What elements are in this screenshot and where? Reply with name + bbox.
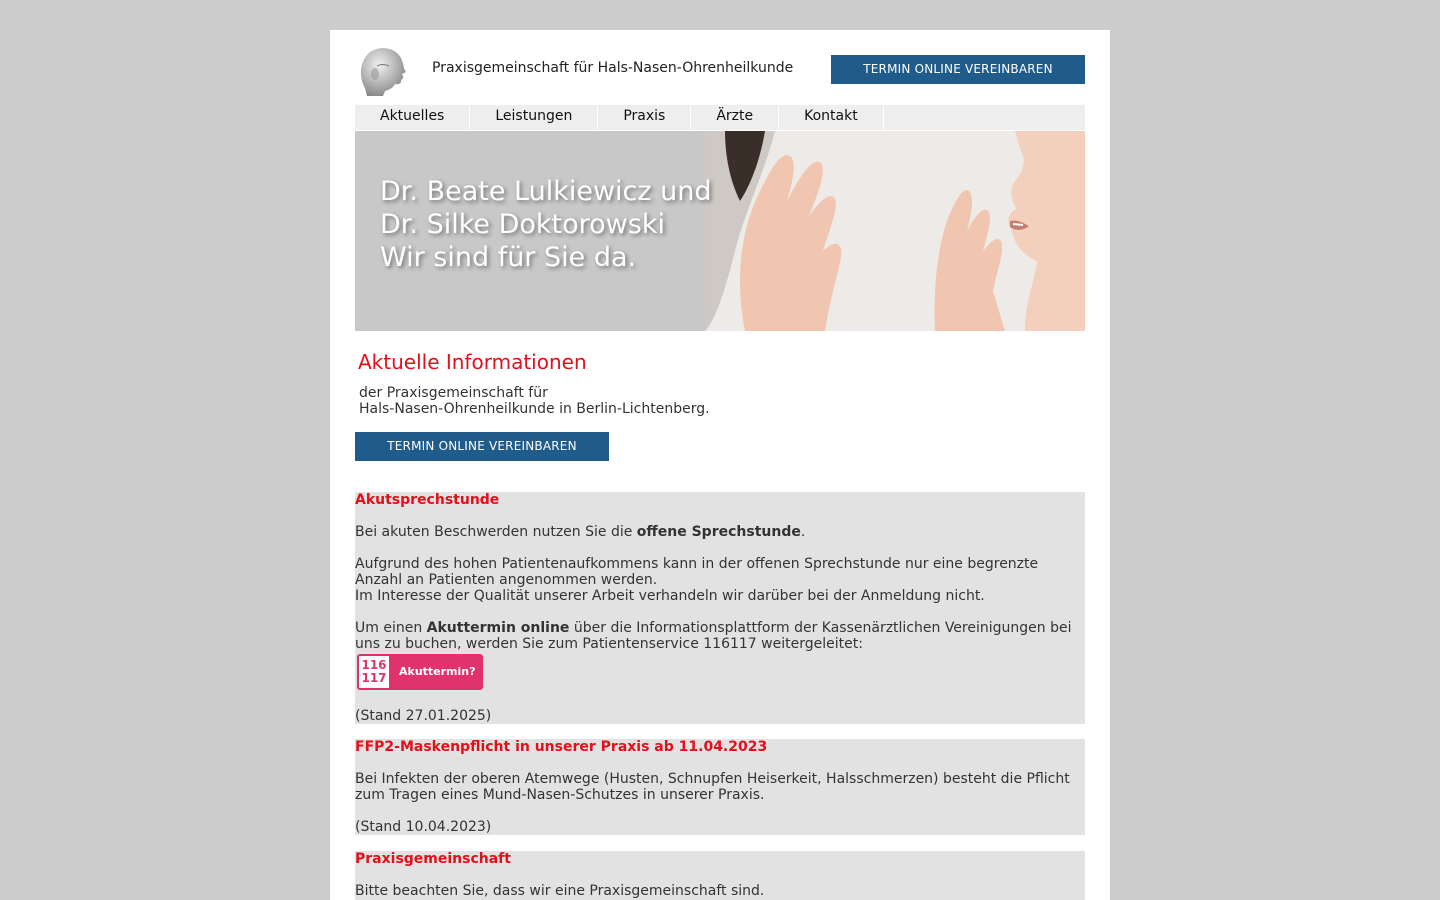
book-appointment-button-header[interactable]: TERMIN ONLINE VEREINBAREN	[831, 55, 1085, 84]
ffp2-stand-date: (Stand 10.04.2023)	[355, 819, 492, 835]
hero-headline	[380, 175, 712, 274]
intro-line-2: Hals-Nasen-Ohrenheilkunde in Berlin-Lichtenberg.	[359, 401, 710, 417]
page-container	[330, 30, 1110, 900]
praxisgemeinschaft-paragraph: Bitte beachten Sie, dass wir eine Praxisgemeinschaft sind.	[355, 883, 765, 899]
116117-logo-icon: 116 117	[359, 656, 389, 688]
ffp2-title: FFP2-Maskenpflicht in unserer Praxis ab 11.04.2023	[355, 739, 768, 755]
nav-item-kontakt[interactable]: Kontakt	[779, 105, 884, 130]
akuttermin-button-label: Akuttermin?	[399, 665, 476, 678]
head-profile-icon[interactable]	[355, 44, 411, 96]
akut-stand-date: (Stand 27.01.2025)	[355, 708, 492, 724]
nav-item-aerzte[interactable]: Ärzte	[691, 105, 779, 130]
hero-line-doctor-2: Dr. Silke Doktorowski	[380, 209, 665, 240]
akuttermin-116117-button[interactable]	[357, 654, 483, 690]
akut-paragraph-2: Aufgrund des hohen Patientenaufkommens kann in der offenen Sprechstunde nur eine begrenzte Anzahl an Patienten angenommen werden. Im Interesse der Qualität unserer Arbeit verhandeln wir darüber bei der Anmeldung nicht.	[355, 556, 1039, 604]
akutsprechstunde-title: Akutsprechstunde	[355, 492, 500, 508]
hero-banner	[355, 131, 1085, 331]
akutsprechstunde-box	[355, 492, 1085, 724]
praxisgemeinschaft-title: Praxisgemeinschaft	[355, 851, 511, 867]
book-appointment-button-main[interactable]: TERMIN ONLINE VEREINBAREN	[355, 432, 609, 461]
akut-paragraph-3: Um einen Akuttermin online über die Informationsplattform der Kassenärztlichen Vereinigungen bei uns zu buchen, werden Sie zum Patientenservice 116117 weitergeleitet:	[355, 620, 1072, 652]
page-title: Aktuelle Informationen	[358, 350, 587, 374]
whispering-hands-image	[705, 131, 1085, 331]
ffp2-paragraph: Bei Infekten der oberen Atemwege (Husten, Schnupfen Heiserkeit, Halsschmerzen) besteht die Pflicht zum Tragen eines Mund-Nasen-Schutzes in unserer Praxis.	[355, 771, 1070, 803]
nav-item-aktuelles[interactable]: Aktuelles	[355, 105, 470, 130]
akut-paragraph-1: Bei akuten Beschwerden nutzen Sie die offene Sprechstunde.	[355, 524, 806, 540]
ffp2-box	[355, 739, 1085, 835]
praxisgemeinschaft-box	[355, 851, 1085, 900]
nav-item-praxis[interactable]: Praxis	[598, 105, 691, 130]
hero-line-slogan: Wir sind für Sie da.	[380, 242, 637, 273]
nav-item-leistungen[interactable]: Leistungen	[470, 105, 598, 130]
intro-text	[359, 385, 710, 417]
intro-line-1: der Praxisgemeinschaft für	[359, 385, 548, 401]
main-navigation	[355, 105, 1085, 130]
hero-line-doctor-1: Dr. Beate Lulkiewicz und	[380, 176, 712, 207]
site-title: Praxisgemeinschaft für Hals-Nasen-Ohrenheilkunde	[432, 60, 794, 76]
